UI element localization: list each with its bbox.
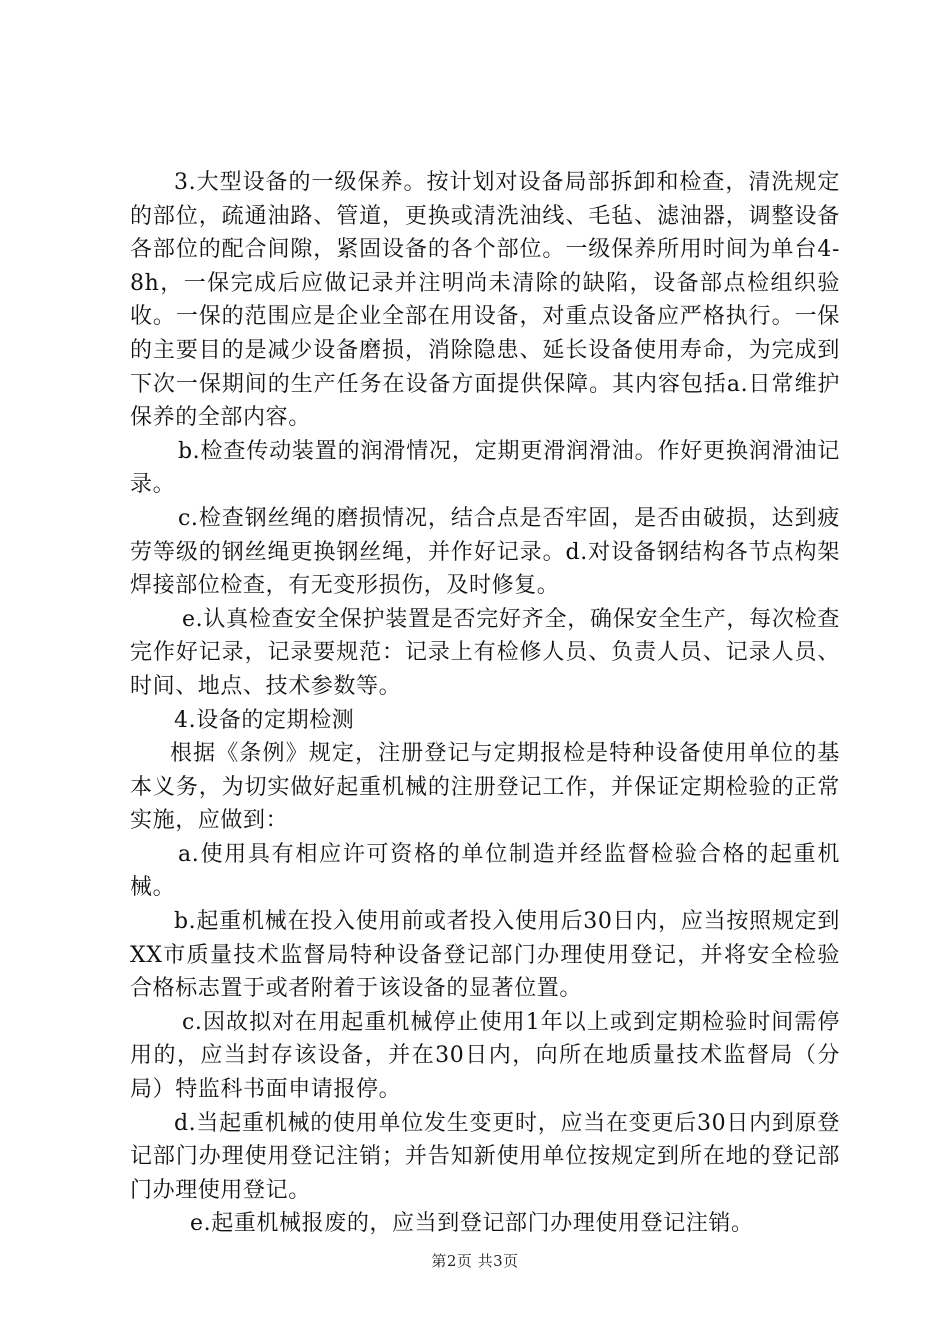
section-heading-periodic-inspection: 4.设备的定期检测	[174, 707, 355, 733]
document-body	[130, 166, 840, 1241]
paragraph-registration-b: b.起重机械在投入使用前或者投入使用后30日内，应当按照规定到XX市质量技术监督局特种设备登记部门办理使用登记，并将安全检验合格标志置于或者附着于该设备的显著位置。	[130, 909, 840, 1002]
page-number-footer: 第2页 共3页	[431, 1252, 519, 1270]
paragraph-item-b: b.检查传动装置的润滑情况，定期更滑润滑油。作好更换润滑油记录。	[130, 438, 840, 498]
paragraph-registration-d: d.当起重机械的使用单位发生变更时，应当在变更后30日内到原登记部门办理使用登记注销；并告知新使用单位按规定到所在地的登记部门办理使用登记。	[130, 1110, 840, 1203]
paragraph-registration-e: e.起重机械报废的，应当到登记部门办理使用登记注销。	[190, 1211, 754, 1237]
paragraph-registration-c: c.因故拟对在用起重机械停止使用1年以上或到定期检验时间需停用的，应当封存该设备，并在30日内，向所在地质量技术监督局（分局）特监科书面申请报停。	[130, 1009, 840, 1103]
paragraph-level1-maintenance: 3.大型设备的一级保养。按计划对设备局部拆卸和检查，清洗规定的部位，疏通油路、管道，更换或清洗油线、毛毡、滤油器，调整设备各部位的配合间隙，紧固设备的各个部位。一级保养所用时间为单台4-8h，一保完成后应做记录并注明尚未清除的缺陷，设备部点检组织验收。一保的范围应是企业全部在用设备，对重点设备应严格执行。一保的主要目的是减少设备磨损，消除隐患、延长设备使用寿命，为完成到下次一保期间的生产任务在设备方面提供保障。其内容包括a.日常维护保养的全部内容。	[130, 170, 840, 431]
paragraph-item-e: e.认真检查安全保护装置是否完好齐全，确保安全生产，每次检查完作好记录，记录要规范：记录上有检修人员、负责人员、记录人员、时间、地点、技术参数等。	[130, 606, 840, 699]
paragraph-registration-a: a.使用具有相应许可资格的单位制造并经监督检验合格的起重机械。	[130, 841, 840, 901]
paragraph-regulation-intro: 根据《条例》规定，注册登记与定期报检是特种设备使用单位的基本义务，为切实做好起重机械的注册登记工作，并保证定期检验的正常实施，应做到：	[130, 741, 840, 834]
paragraph-item-c-d: c.检查钢丝绳的磨损情况，结合点是否牢固，是否由破损，达到疲劳等级的钢丝绳更换钢丝绳，并作好记录。d.对设备钢结构各节点构架焊接部位检查，有无变形损伤，及时修复。	[130, 505, 840, 599]
